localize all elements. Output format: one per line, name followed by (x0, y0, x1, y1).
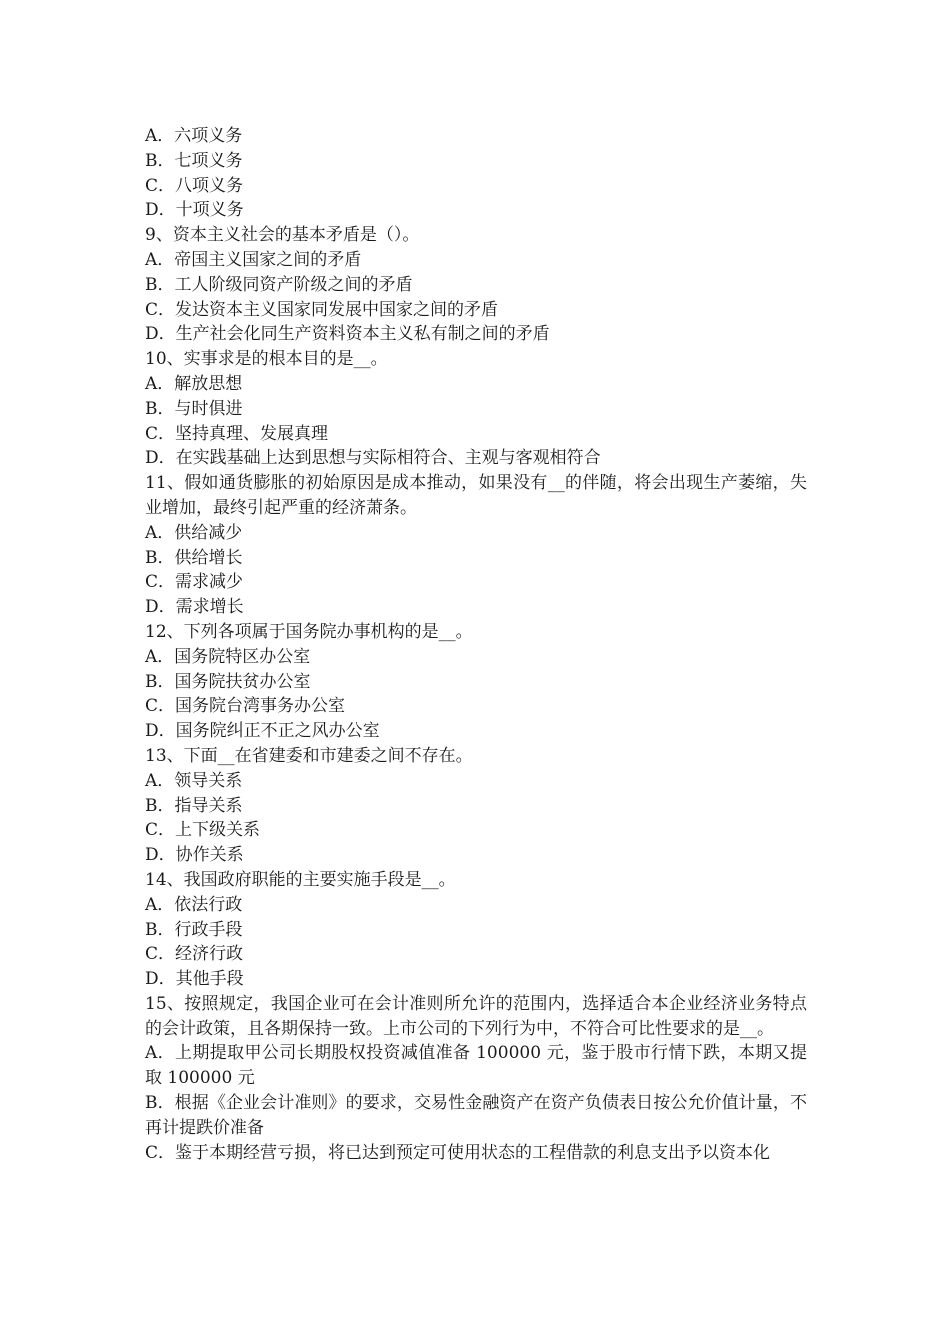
option-line: C．坚持真理、发展真理 (145, 423, 329, 444)
option-line: A．依法行政 (145, 894, 243, 915)
question-line: 14、我国政府职能的主要实施手段是__。 (145, 869, 456, 890)
option-line: A．上期提取甲公司长期股权投资减值准备 100000 元，鉴于股市行情下跌，本期又提取 100000 元 (145, 1043, 807, 1089)
question-line: 15、按照规定，我国企业可在会计准则所允许的范围内，选择适合本企业经济业务特点的会计政策，且各期保持一致。上市公司的下列行为中，不符合可比性要求的是__。 (145, 993, 807, 1039)
option-line: A．帝国主义国家之间的矛盾 (145, 249, 362, 270)
question-line: 10、实事求是的根本目的是__。 (145, 349, 388, 370)
option-line: C．发达资本主义国家同发展中国家之间的矛盾 (145, 299, 499, 320)
option-line: B．指导关系 (145, 795, 243, 816)
question-line: 9、资本主义社会的基本矛盾是（）。 (145, 225, 420, 246)
option-line: C．鉴于本期经营亏损，将已达到预定可使用状态的工程借款的利息支出予以资本化 (145, 1142, 771, 1163)
option-line: D．其他手段 (145, 969, 244, 990)
option-line: D．十项义务 (145, 200, 244, 221)
option-line: D．在实践基础上达到思想与实际相符合、主观与客观相符合 (145, 448, 601, 469)
option-line: D．生产社会化同生产资料资本主义私有制之间的矛盾 (145, 324, 550, 345)
option-line: C．需求减少 (145, 572, 244, 593)
option-line: C．经济行政 (145, 944, 244, 965)
option-line: D．协作关系 (145, 845, 244, 866)
option-line: A．六项义务 (145, 126, 243, 146)
question-line: 12、下列各项属于国务院办事机构的是__。 (145, 621, 473, 642)
question-line: 13、下面__在省建委和市建委之间不存在。 (145, 745, 473, 766)
document-body (145, 124, 807, 1165)
option-line: A．解放思想 (145, 373, 243, 394)
option-line: B．与时俱进 (145, 398, 243, 419)
option-line: A．领导关系 (145, 770, 243, 791)
option-line: C．国务院台湾事务办公室 (145, 696, 346, 717)
option-line: D．国务院纠正不正之风办公室 (145, 721, 380, 742)
option-line: B．供给增长 (145, 547, 243, 568)
option-line: B．七项义务 (145, 150, 243, 171)
option-line: B．行政手段 (145, 919, 243, 940)
option-line: B．国务院扶贫办公室 (145, 671, 311, 692)
option-line: B．工人阶级同资产阶级之间的矛盾 (145, 274, 413, 295)
option-line: B．根据《企业会计准则》的要求，交易性金融资产在资产负债表日按公允价值计量，不再计提跌价准备 (145, 1093, 807, 1138)
option-line: D．需求增长 (145, 597, 244, 618)
option-line: A．国务院特区办公室 (145, 646, 311, 667)
question-line: 11、假如通货膨胀的初始原因是成本推动，如果没有__的伴随，将会出现生产萎缩，失业增加，最终引起严重的经济萧条。 (145, 473, 807, 518)
option-line: C．上下级关系 (145, 820, 261, 841)
option-line: A．供给减少 (145, 522, 243, 543)
option-line: C．八项义务 (145, 175, 244, 196)
